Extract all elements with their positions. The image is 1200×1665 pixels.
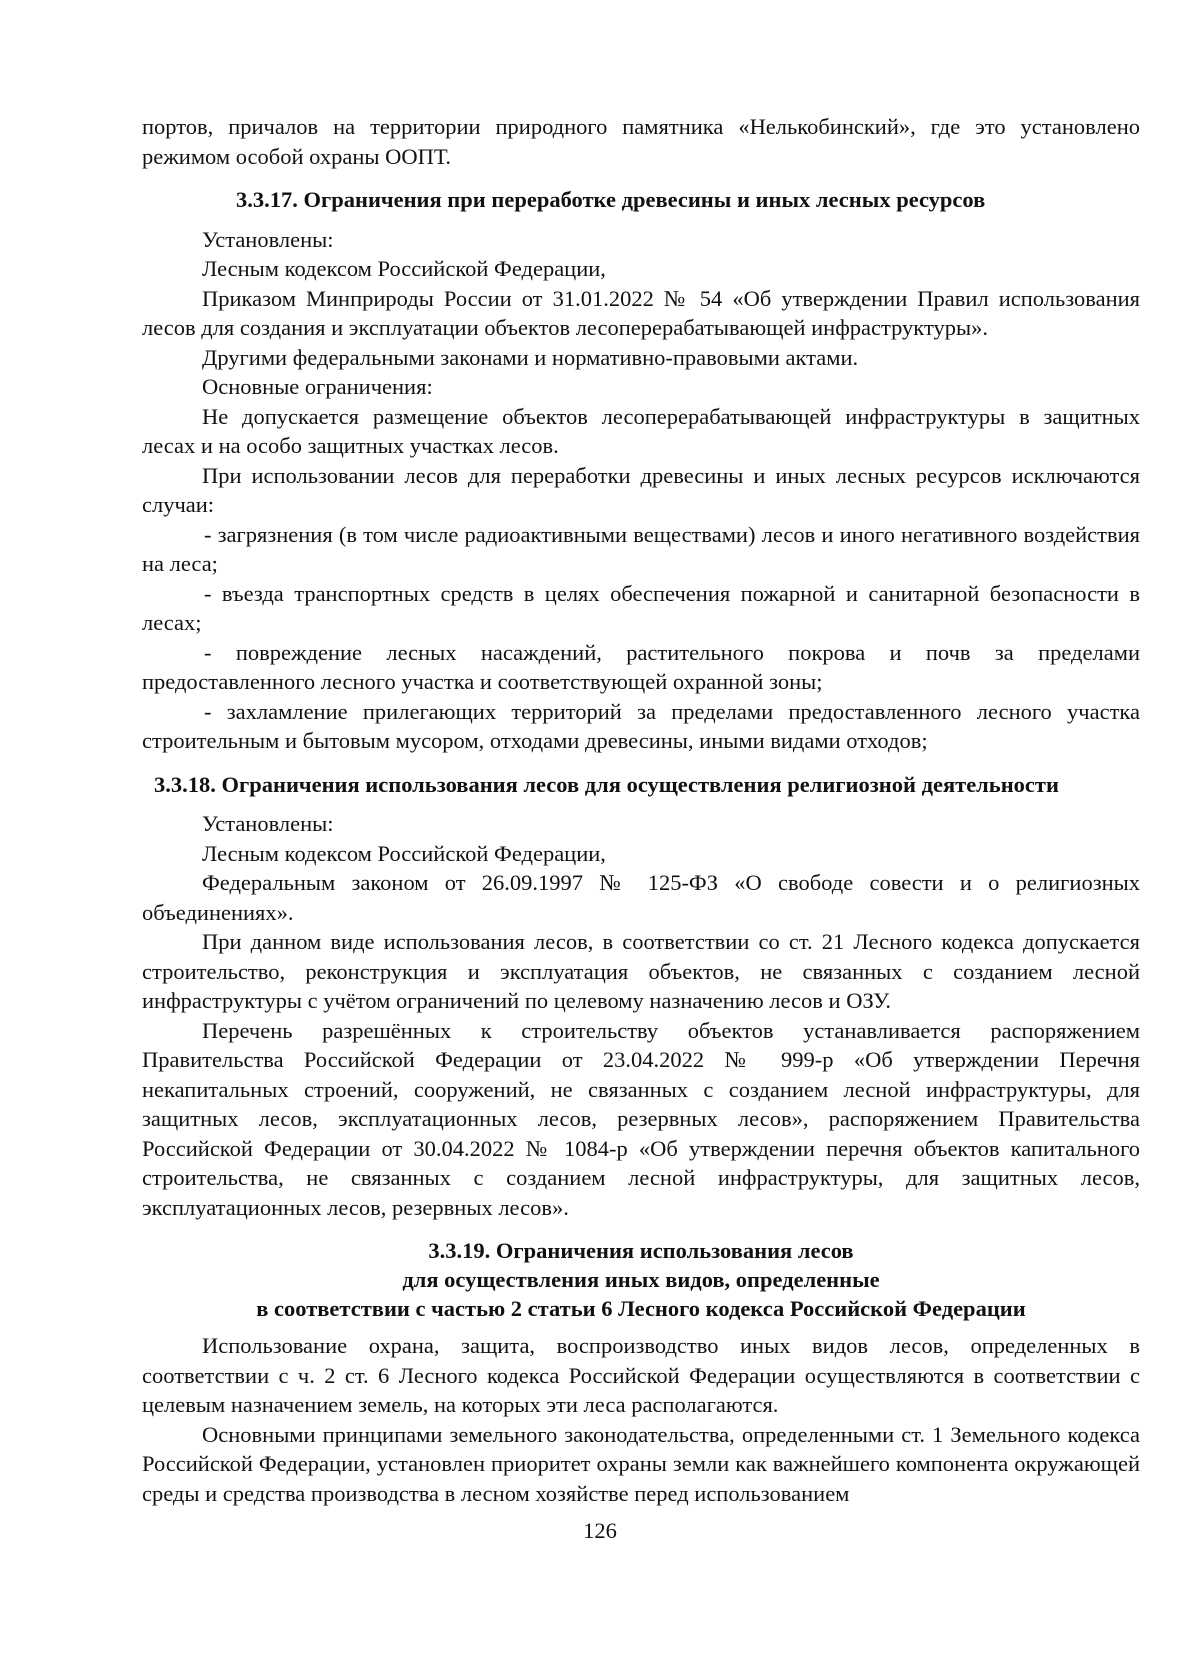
section-3-3-19-heading: [142, 1236, 1140, 1323]
section-17-list-item: - загрязнения (в том числе радиоактивными веществами) лесов и иного негативного воздействия на леса;: [142, 521, 1140, 576]
section-17-paragraph: Другими федеральными законами и нормативно-правовыми актами.: [202, 344, 859, 370]
section-17-list-item: - повреждение лесных насаждений, растительного покрова и почв за пределами предоставленного лесного участка и соответствующей охранной зоны;: [142, 639, 1140, 694]
section-17-paragraph: Приказом Минприроды России от 31.01.2022 № 54 «Об утверждении Правил использования лесов для создания и эксплуатации объектов лесоперерабатывающей инфраструктуры».: [142, 285, 1140, 340]
section-19-heading-line: для осуществления иных видов, определенные: [402, 1267, 880, 1292]
section-18-paragraph: При данном виде использования лесов, в соответствии со ст. 21 Лесного кодекса допускается строительство, реконструкция и эксплуатация объектов, не связанных с созданием лесной инфраструктуры с учётом ограничений по целевому назначению лесов и ОЗУ.: [142, 929, 1140, 1013]
section-17-paragraph: При использовании лесов для переработки древесины и иных лесных ресурсов исключаются случаи:: [142, 462, 1140, 517]
section-17-paragraph: Лесным кодексом Российской Федерации,: [202, 256, 606, 281]
section-17-paragraph: Установлены:: [202, 226, 334, 252]
section-18-paragraph: Установлены:: [202, 811, 334, 836]
section-19-heading-line: 3.3.19. Ограничения использования лесов: [428, 1238, 854, 1263]
section-3-3-18-heading: 3.3.18. Ограничения использования лесов для осуществления религиозной деятельности: [154, 771, 1059, 797]
section-18-paragraph: Лесным кодексом Российской Федерации,: [202, 840, 606, 866]
section-3-3-17-heading: 3.3.17. Ограничения при переработке древесины и иных лесных ресурсов: [236, 187, 986, 212]
page-number: 126: [583, 1518, 617, 1543]
section-18-paragraph: Перечень разрешённых к строительству объектов устанавливается распоряжением Правительства Российской Федерации от 23.04.2022 № 999-р «Об утверждении Перечня некапитальных строений, сооружений, не связанных с созданием лесной инфраструктуры, для защитных лесов, эксплуатационных лесов, резервных лесов», распоряжением Правительства Российской Федерации от 30.04.2022 № 1084-р «Об утверждении перечня объектов капитального строительства, не связанных с созданием лесной инфраструктуры, для защитных лесов, эксплуатационных лесов, резервных лесов».: [142, 1017, 1140, 1220]
section-17-list-item: - въезда транспортных средств в целях обеспечения пожарной и санитарной безопасности в лесах;: [142, 580, 1140, 635]
section-19-paragraph: Использование охрана, защита, воспроизводство иных видов лесов, определенных в соответствии с ч. 2 ст. 6 Лесного кодекса Российской Федерации осуществляются в соответствии с целевым назначением земель, на которых эти леса располагаются.: [142, 1333, 1140, 1417]
section-17-paragraph: Не допускается размещение объектов лесоперерабатывающей инфраструктуры в защитных лесах и на особо защитных участках лесов.: [142, 403, 1140, 458]
section-19-paragraph: Основными принципами земельного законодательства, определенными ст. 1 Земельного кодекса Российской Федерации, установлен приоритет охраны земли как важнейшего компонента окружающей среды и средства производства в лесном хозяйстве перед использованием: [142, 1421, 1140, 1506]
section-19-heading-line: в соответствии с частью 2 статьи 6 Лесного кодекса Российской Федерации: [256, 1296, 1026, 1321]
section-17-paragraph: Основные ограничения:: [202, 374, 433, 399]
page-content: [142, 112, 1140, 1508]
intro-paragraph: портов, причалов на территории природного памятника «Нелькобинский», где это установлено режимом особой охраны ООПТ.: [142, 114, 1140, 169]
section-18-paragraph: Федеральным законом от 26.09.1997 № 125-ФЗ «О свободе совести и о религиозных объединениях».: [142, 870, 1140, 925]
section-17-list-item: - захламление прилегающих территорий за пределами предоставленного лесного участка строительным и бытовым мусором, отходами древесины, иными видами отходов;: [142, 698, 1140, 753]
